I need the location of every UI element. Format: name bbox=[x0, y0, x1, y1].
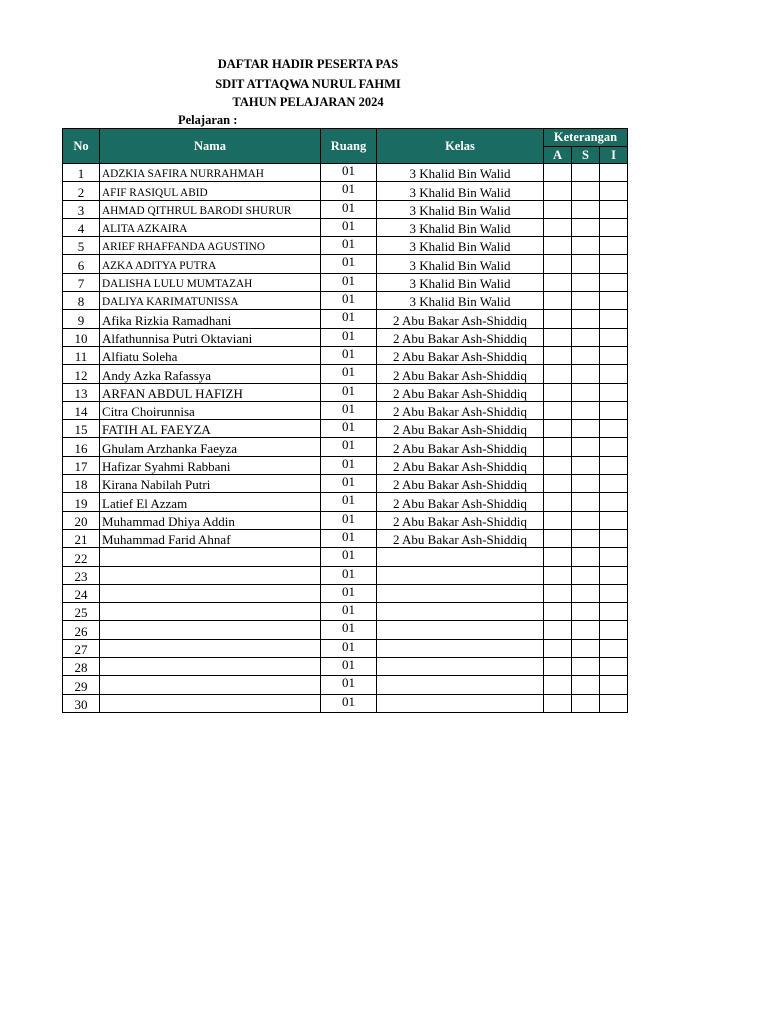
table-row bbox=[63, 310, 628, 328]
absent-mark-s bbox=[572, 365, 600, 383]
class-name: 3 Khalid Bin Walid bbox=[377, 218, 544, 236]
class-name bbox=[377, 621, 544, 639]
absent-mark-i bbox=[600, 676, 628, 694]
document-title: DAFTAR HADIR PESERTA PAS bbox=[217, 57, 399, 71]
absent-mark-i bbox=[600, 200, 628, 218]
absent-mark-i bbox=[600, 529, 628, 547]
table-row bbox=[63, 584, 628, 602]
room-number: 01 bbox=[321, 621, 377, 639]
student-name: AZKA ADITYA PUTRA bbox=[100, 255, 321, 273]
table-row bbox=[63, 511, 628, 529]
absent-mark-a bbox=[544, 529, 572, 547]
absent-mark-i bbox=[600, 658, 628, 676]
class-name bbox=[377, 676, 544, 694]
column-header-keterangan: Keterangan bbox=[544, 129, 628, 147]
absent-mark-s bbox=[572, 493, 600, 511]
row-number: 26 bbox=[63, 621, 100, 639]
class-name bbox=[377, 566, 544, 584]
room-number: 01 bbox=[321, 420, 377, 438]
absent-mark-a bbox=[544, 365, 572, 383]
table-row bbox=[63, 639, 628, 657]
room-number: 01 bbox=[321, 401, 377, 419]
column-header-nama: Nama bbox=[100, 129, 321, 164]
student-name: Alfathunnisa Putri Oktaviani bbox=[100, 328, 321, 346]
absent-mark-a bbox=[544, 420, 572, 438]
student-name: ARIEF RHAFFANDA AGUSTINO bbox=[100, 237, 321, 255]
room-number: 01 bbox=[321, 584, 377, 602]
class-name bbox=[377, 658, 544, 676]
row-number: 3 bbox=[63, 200, 100, 218]
student-name: Muhammad Dhiya Addin bbox=[100, 511, 321, 529]
absent-mark-s bbox=[572, 456, 600, 474]
absent-mark-a bbox=[544, 310, 572, 328]
absent-mark-s bbox=[572, 310, 600, 328]
row-number: 5 bbox=[63, 237, 100, 255]
row-number: 19 bbox=[63, 493, 100, 511]
row-number: 11 bbox=[63, 346, 100, 364]
absent-mark-a bbox=[544, 566, 572, 584]
table-row bbox=[63, 346, 628, 364]
absent-mark-a bbox=[544, 493, 572, 511]
room-number: 01 bbox=[321, 164, 377, 182]
absent-mark-s bbox=[572, 639, 600, 657]
absent-mark-i bbox=[600, 475, 628, 493]
row-number: 4 bbox=[63, 218, 100, 236]
room-number: 01 bbox=[321, 292, 377, 310]
class-name: 2 Abu Bakar Ash-Shiddiq bbox=[377, 401, 544, 419]
class-name: 2 Abu Bakar Ash-Shiddiq bbox=[377, 511, 544, 529]
row-number: 27 bbox=[63, 639, 100, 657]
student-name: AFIF RASIQUL ABID bbox=[100, 182, 321, 200]
absent-mark-a bbox=[544, 346, 572, 364]
room-number: 01 bbox=[321, 255, 377, 273]
absent-mark-a bbox=[544, 438, 572, 456]
table-row bbox=[63, 292, 628, 310]
absent-mark-s bbox=[572, 237, 600, 255]
class-name: 2 Abu Bakar Ash-Shiddiq bbox=[377, 438, 544, 456]
class-name: 3 Khalid Bin Walid bbox=[377, 200, 544, 218]
row-number: 28 bbox=[63, 658, 100, 676]
student-name: ALITA AZKAIRA bbox=[100, 218, 321, 236]
student-name: DALIYA KARIMATUNISSA bbox=[100, 292, 321, 310]
student-name: FATIH AL FAEYZA bbox=[100, 420, 321, 438]
subject-label: Pelajaran : bbox=[178, 113, 238, 127]
student-name: ARFAN ABDUL HAFIZH bbox=[100, 383, 321, 401]
class-name: 2 Abu Bakar Ash-Shiddiq bbox=[377, 529, 544, 547]
class-name bbox=[377, 603, 544, 621]
table-row bbox=[63, 438, 628, 456]
absent-mark-i bbox=[600, 218, 628, 236]
room-number: 01 bbox=[321, 639, 377, 657]
class-name bbox=[377, 639, 544, 657]
room-number: 01 bbox=[321, 511, 377, 529]
room-number: 01 bbox=[321, 328, 377, 346]
student-name bbox=[100, 566, 321, 584]
class-name: 2 Abu Bakar Ash-Shiddiq bbox=[377, 383, 544, 401]
absent-mark-s bbox=[572, 529, 600, 547]
class-name: 2 Abu Bakar Ash-Shiddiq bbox=[377, 310, 544, 328]
row-number: 23 bbox=[63, 566, 100, 584]
absent-mark-a bbox=[544, 548, 572, 566]
absent-mark-i bbox=[600, 694, 628, 712]
absent-mark-i bbox=[600, 310, 628, 328]
room-number: 01 bbox=[321, 383, 377, 401]
absent-mark-i bbox=[600, 292, 628, 310]
absent-mark-a bbox=[544, 182, 572, 200]
column-header-kelas: Kelas bbox=[377, 129, 544, 164]
class-name bbox=[377, 584, 544, 602]
room-number: 01 bbox=[321, 218, 377, 236]
absent-mark-s bbox=[572, 676, 600, 694]
absent-mark-a bbox=[544, 292, 572, 310]
table-row bbox=[63, 676, 628, 694]
student-name bbox=[100, 584, 321, 602]
room-number: 01 bbox=[321, 676, 377, 694]
absent-mark-a bbox=[544, 164, 572, 182]
absent-mark-i bbox=[600, 237, 628, 255]
row-number: 24 bbox=[63, 584, 100, 602]
absent-mark-s bbox=[572, 438, 600, 456]
absent-mark-s bbox=[572, 694, 600, 712]
academic-year: TAHUN PELAJARAN 2024 bbox=[232, 95, 384, 109]
room-number: 01 bbox=[321, 493, 377, 511]
class-name: 2 Abu Bakar Ash-Shiddiq bbox=[377, 365, 544, 383]
school-name: SDIT ATTAQWA NURUL FAHMI bbox=[215, 77, 401, 91]
table-row bbox=[63, 401, 628, 419]
room-number: 01 bbox=[321, 529, 377, 547]
student-name bbox=[100, 603, 321, 621]
student-name: Hafizar Syahmi Rabbani bbox=[100, 456, 321, 474]
absent-mark-a bbox=[544, 237, 572, 255]
room-number: 01 bbox=[321, 475, 377, 493]
absent-mark-s bbox=[572, 584, 600, 602]
absent-mark-s bbox=[572, 548, 600, 566]
table-row bbox=[63, 383, 628, 401]
class-name: 3 Khalid Bin Walid bbox=[377, 164, 544, 182]
class-name bbox=[377, 694, 544, 712]
subject-field bbox=[178, 113, 241, 127]
row-number: 9 bbox=[63, 310, 100, 328]
room-number: 01 bbox=[321, 182, 377, 200]
absent-mark-a bbox=[544, 401, 572, 419]
absent-mark-s bbox=[572, 420, 600, 438]
room-number: 01 bbox=[321, 456, 377, 474]
room-number: 01 bbox=[321, 438, 377, 456]
table-row bbox=[63, 493, 628, 511]
table-row bbox=[63, 365, 628, 383]
class-name bbox=[377, 548, 544, 566]
absent-mark-a bbox=[544, 584, 572, 602]
student-name bbox=[100, 548, 321, 566]
row-number: 13 bbox=[63, 383, 100, 401]
table-row bbox=[63, 529, 628, 547]
class-name: 3 Khalid Bin Walid bbox=[377, 182, 544, 200]
absent-mark-a bbox=[544, 694, 572, 712]
absent-mark-a bbox=[544, 603, 572, 621]
row-number: 7 bbox=[63, 273, 100, 291]
row-number: 25 bbox=[63, 603, 100, 621]
class-name: 2 Abu Bakar Ash-Shiddiq bbox=[377, 328, 544, 346]
absent-mark-s bbox=[572, 218, 600, 236]
absent-mark-i bbox=[600, 164, 628, 182]
absent-mark-s bbox=[572, 346, 600, 364]
class-name: 2 Abu Bakar Ash-Shiddiq bbox=[377, 493, 544, 511]
absent-mark-s bbox=[572, 200, 600, 218]
table-row bbox=[63, 548, 628, 566]
absent-mark-s bbox=[572, 603, 600, 621]
absent-mark-i bbox=[600, 420, 628, 438]
absent-mark-s bbox=[572, 164, 600, 182]
table-row bbox=[63, 200, 628, 218]
absent-mark-s bbox=[572, 383, 600, 401]
table-row bbox=[63, 566, 628, 584]
room-number: 01 bbox=[321, 346, 377, 364]
absent-mark-s bbox=[572, 182, 600, 200]
absent-mark-s bbox=[572, 401, 600, 419]
table-row bbox=[63, 420, 628, 438]
row-number: 16 bbox=[63, 438, 100, 456]
table-row bbox=[63, 621, 628, 639]
absent-mark-a bbox=[544, 511, 572, 529]
student-name: Andy Azka Rafassya bbox=[100, 365, 321, 383]
absent-mark-i bbox=[600, 548, 628, 566]
absent-mark-s bbox=[572, 511, 600, 529]
row-number: 10 bbox=[63, 328, 100, 346]
absent-mark-s bbox=[572, 292, 600, 310]
student-name bbox=[100, 676, 321, 694]
absent-mark-i bbox=[600, 566, 628, 584]
room-number: 01 bbox=[321, 603, 377, 621]
room-number: 01 bbox=[321, 365, 377, 383]
table-row bbox=[63, 456, 628, 474]
table-row bbox=[63, 694, 628, 712]
row-number: 17 bbox=[63, 456, 100, 474]
absent-mark-i bbox=[600, 255, 628, 273]
student-name bbox=[100, 694, 321, 712]
absent-mark-a bbox=[544, 658, 572, 676]
absent-mark-s bbox=[572, 255, 600, 273]
row-number: 15 bbox=[63, 420, 100, 438]
table-row bbox=[63, 603, 628, 621]
table-row bbox=[63, 237, 628, 255]
row-number: 29 bbox=[63, 676, 100, 694]
table-row bbox=[63, 182, 628, 200]
absent-mark-i bbox=[600, 603, 628, 621]
class-name: 2 Abu Bakar Ash-Shiddiq bbox=[377, 420, 544, 438]
absent-mark-s bbox=[572, 328, 600, 346]
row-number: 6 bbox=[63, 255, 100, 273]
table-row bbox=[63, 475, 628, 493]
row-number: 21 bbox=[63, 529, 100, 547]
absent-mark-i bbox=[600, 365, 628, 383]
absent-mark-s bbox=[572, 475, 600, 493]
student-name: Latief El Azzam bbox=[100, 493, 321, 511]
table-row bbox=[63, 164, 628, 182]
class-name: 3 Khalid Bin Walid bbox=[377, 255, 544, 273]
room-number: 01 bbox=[321, 310, 377, 328]
row-number: 22 bbox=[63, 548, 100, 566]
student-name: AHMAD QITHRUL BARODI SHURUR bbox=[100, 200, 321, 218]
student-name: Alfiatu Soleha bbox=[100, 346, 321, 364]
student-name: Kirana Nabilah Putri bbox=[100, 475, 321, 493]
row-number: 30 bbox=[63, 694, 100, 712]
table-row bbox=[63, 218, 628, 236]
class-name: 3 Khalid Bin Walid bbox=[377, 273, 544, 291]
row-number: 1 bbox=[63, 164, 100, 182]
absent-mark-i bbox=[600, 438, 628, 456]
student-name: Afika Rizkia Ramadhani bbox=[100, 310, 321, 328]
absent-mark-a bbox=[544, 676, 572, 694]
column-header-no: No bbox=[63, 129, 100, 164]
absent-mark-i bbox=[600, 584, 628, 602]
student-name: DALISHA LULU MUMTAZAH bbox=[100, 273, 321, 291]
class-name: 2 Abu Bakar Ash-Shiddiq bbox=[377, 346, 544, 364]
absent-mark-s bbox=[572, 273, 600, 291]
table-row bbox=[63, 328, 628, 346]
row-number: 14 bbox=[63, 401, 100, 419]
absent-mark-s bbox=[572, 621, 600, 639]
student-name: Muhammad Farid Ahnaf bbox=[100, 529, 321, 547]
absent-mark-a bbox=[544, 456, 572, 474]
row-number: 12 bbox=[63, 365, 100, 383]
room-number: 01 bbox=[321, 200, 377, 218]
table-row bbox=[63, 658, 628, 676]
absent-mark-a bbox=[544, 639, 572, 657]
row-number: 20 bbox=[63, 511, 100, 529]
column-header-ruang: Ruang bbox=[321, 129, 377, 164]
absent-mark-i bbox=[600, 346, 628, 364]
room-number: 01 bbox=[321, 273, 377, 291]
row-number: 2 bbox=[63, 182, 100, 200]
class-name: 2 Abu Bakar Ash-Shiddiq bbox=[377, 475, 544, 493]
class-name: 2 Abu Bakar Ash-Shiddiq bbox=[377, 456, 544, 474]
absent-mark-a bbox=[544, 328, 572, 346]
absent-mark-s bbox=[572, 658, 600, 676]
room-number: 01 bbox=[321, 694, 377, 712]
absent-mark-i bbox=[600, 273, 628, 291]
absent-mark-i bbox=[600, 621, 628, 639]
student-name: Ghulam Arzhanka Faeyza bbox=[100, 438, 321, 456]
column-header-a: A bbox=[544, 147, 572, 164]
row-number: 18 bbox=[63, 475, 100, 493]
absent-mark-a bbox=[544, 218, 572, 236]
attendance-rows bbox=[63, 164, 628, 713]
absent-mark-a bbox=[544, 621, 572, 639]
room-number: 01 bbox=[321, 237, 377, 255]
absent-mark-a bbox=[544, 383, 572, 401]
room-number: 01 bbox=[321, 658, 377, 676]
absent-mark-i bbox=[600, 493, 628, 511]
absent-mark-i bbox=[600, 511, 628, 529]
table-row bbox=[63, 255, 628, 273]
absent-mark-a bbox=[544, 255, 572, 273]
student-name bbox=[100, 658, 321, 676]
student-name: ADZKIA SAFIRA NURRAHMAH bbox=[100, 164, 321, 182]
absent-mark-i bbox=[600, 182, 628, 200]
absent-mark-i bbox=[600, 639, 628, 657]
table-row bbox=[63, 273, 628, 291]
absent-mark-a bbox=[544, 200, 572, 218]
absent-mark-a bbox=[544, 475, 572, 493]
room-number: 01 bbox=[321, 548, 377, 566]
absent-mark-i bbox=[600, 401, 628, 419]
absent-mark-i bbox=[600, 456, 628, 474]
student-name bbox=[100, 621, 321, 639]
absent-mark-s bbox=[572, 566, 600, 584]
student-name bbox=[100, 639, 321, 657]
class-name: 3 Khalid Bin Walid bbox=[377, 292, 544, 310]
absent-mark-a bbox=[544, 273, 572, 291]
absent-mark-i bbox=[600, 328, 628, 346]
room-number: 01 bbox=[321, 566, 377, 584]
row-number: 8 bbox=[63, 292, 100, 310]
attendance-table bbox=[62, 128, 628, 713]
absent-mark-i bbox=[600, 383, 628, 401]
class-name: 3 Khalid Bin Walid bbox=[377, 237, 544, 255]
column-header-i: I bbox=[600, 147, 628, 164]
student-name: Citra Choirunnisa bbox=[100, 401, 321, 419]
column-header-s: S bbox=[572, 147, 600, 164]
